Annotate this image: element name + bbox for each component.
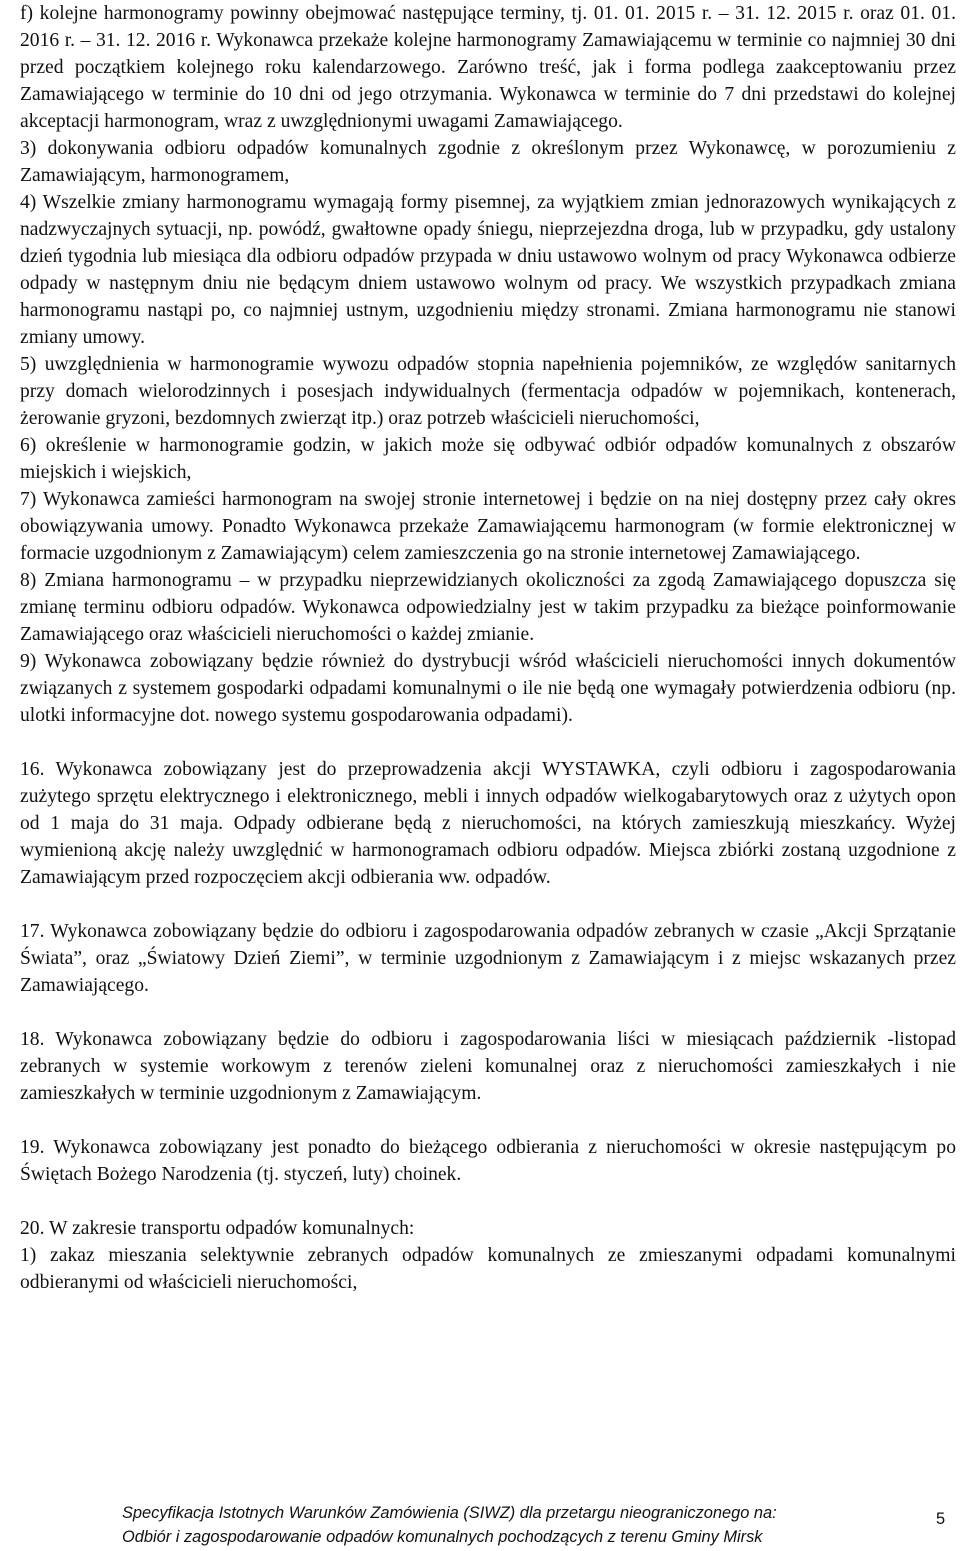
paragraph-item-9: 9) Wykonawca zobowiązany będzie również do dystrybucji wśród właścicieli nieruchomości innych dokumentów związanych z systemem gospodarki odpadami komunalnymi o ile nie będą one wymagały potwierdzenia odbioru (np. ulotki informacyjne dot. nowego systemu gospodarowania odpadami). bbox=[20, 651, 956, 726]
paragraph-gap bbox=[20, 999, 956, 1026]
page-number: 5 bbox=[936, 1510, 946, 1528]
paragraph-gap bbox=[20, 1107, 956, 1134]
paragraph-item-5: 5) uwzględnienia w harmonogramie wywozu odpadów stopnia napełnienia pojemników, ze względów sanitarnych przy domach wielorodzinnych i posesjach indywidualnych (fermentacja odpadów w pojemnikach, kontenerach, żerowanie gryzoni, bezdomnych zwierząt itp.) oraz potrzeb właścicieli nieruchomości, bbox=[20, 354, 956, 429]
page-footer bbox=[0, 1501, 960, 1551]
paragraph-item-f: f) kolejne harmonogramy powinny obejmować następujące terminy, tj. 01. 01. 2015 r. – 31. 12. 2015 r. oraz 01. 01. 2016 r. – 31. 12. 2016 r. Wykonawca przekaże kolejne harmonogramy Zamawiającemu w terminie co najmniej 30 dni przed początkiem kolejnego roku kalendarzowego. Zarówno treść, jak i forma podlega zaakceptowaniu przez Zamawiającego w terminie do 10 dni od jego otrzymania. Wykonawca w terminie do 7 dni przedstawi do kolejnej akceptacji harmonogram, wraz z uwzględnionymi uwagami Zamawiającego. bbox=[20, 3, 956, 132]
paragraph-item-4: 4) Wszelkie zmiany harmonogramu wymagają formy pisemnej, za wyjątkiem zmian jednorazowych wynikających z nadzwyczajnych sytuacji, np. powódź, gwałtowne opady śniegu, nieprzejezdna droga, lub w przypadku, gdy ustalony dzień tygodnia lub miesiąca dla odbioru odpadów przypada w dniu ustawowo wolnym od pracy Wykonawca odbierze odpady w następnym dniu nie będącym dniem ustawowo wolnym od pracy. We wszystkich przypadkach zmiana harmonogramu nastąpi po, co najmniej ustnym, uzgodnieniu między stronami. Zmiana harmonogramu nie stanowi zmiany umowy. bbox=[20, 192, 956, 348]
paragraph-item-7: 7) Wykonawca zamieści harmonogram na swojej stronie internetowej i będzie on na niej dostępny przez cały okres obowiązywania umowy. Ponadto Wykonawca przekaże Zamawiającemu harmonogram (w formie elektronicznej w formacie uzgodnionym z Zamawiającym) celem zamieszczenia go na stronie internetowej Zamawiającego. bbox=[20, 489, 956, 564]
section-16: 16. Wykonawca zobowiązany jest do przeprowadzenia akcji WYSTAWKA, czyli odbioru i zagospodarowania zużytego sprzętu elektrycznego i elektronicznego, mebli i innych odpadów wielkogabarytowych oraz z użytych opon od 1 maja do 31 maja. Odpady odbierane będą z nieruchomości, na których zamieszkują mieszkańcy. Wyżej wymienioną akcję należy uwzględnić w harmonogramach odbioru odpadów. Miejsca zbiórki zostaną uzgodnione z Zamawiającym przed rozpoczęciem akcji odbierania ww. odpadów. bbox=[20, 759, 956, 888]
section-17: 17. Wykonawca zobowiązany będzie do odbioru i zagospodarowania odpadów zebranych w czasie „Akcji Sprzątanie Świata”, oraz „Światowy Dzień Ziemi”, w terminie uzgodnionym z Zamawiającym i z miejsc wskazanych przez Zamawiającego. bbox=[20, 921, 956, 996]
footer-subtitle-line: Odbiór i zagospodarowanie odpadów komunalnych pochodzących z terenu Gminy Mirsk bbox=[122, 1528, 763, 1546]
paragraph-gap bbox=[20, 729, 956, 756]
section-20-heading: 20. W zakresie transportu odpadów komunalnych: bbox=[20, 1218, 415, 1239]
footer-title-line: Specyfikacja Istotnych Warunków Zamówienia (SIWZ) dla przetargu nieograniczonego na: bbox=[122, 1504, 777, 1522]
paragraph-gap bbox=[20, 1188, 956, 1215]
paragraph-item-6: 6) określenie w harmonogramie godzin, w jakich może się odbywać odbiór odpadów komunalnych z obszarów miejskich i wiejskich, bbox=[20, 435, 956, 483]
section-20-item-1: 1) zakaz mieszania selektywnie zebranych odpadów komunalnych ze zmieszanymi odpadami komunalnymi odbieranymi od właścicieli nieruchomości, bbox=[20, 1245, 956, 1293]
paragraph-item-8: 8) Zmiana harmonogramu – w przypadku nieprzewidzianych okoliczności za zgodą Zamawiającego dopuszcza się zmianę terminu odbioru odpadów. Wykonawca odpowiedzialny jest w takim przypadku za bieżące poinformowanie Zamawiającego oraz właścicieli nieruchomości o każdej zmianie. bbox=[20, 570, 956, 645]
paragraph-item-3: 3) dokonywania odbioru odpadów komunalnych zgodnie z określonym przez Wykonawcę, w porozumieniu z Zamawiającym, harmonogramem, bbox=[20, 138, 956, 186]
section-18: 18. Wykonawca zobowiązany będzie do odbioru i zagospodarowania liści w miesiącach październik -listopad zebranych w systemie workowym z terenów zieleni komunalnej oraz z nieruchomości zamieszkałych i nie zamieszkałych w terminie uzgodnionym z Zamawiającym. bbox=[20, 1029, 956, 1104]
document-body bbox=[20, 0, 956, 1296]
footer-text bbox=[122, 1501, 882, 1549]
paragraph-gap bbox=[20, 891, 956, 918]
section-19: 19. Wykonawca zobowiązany jest ponadto do bieżącego odbierania z nieruchomości w okresie następującym po Świętach Bożego Narodzenia (tj. styczeń, luty) choinek. bbox=[20, 1137, 956, 1185]
